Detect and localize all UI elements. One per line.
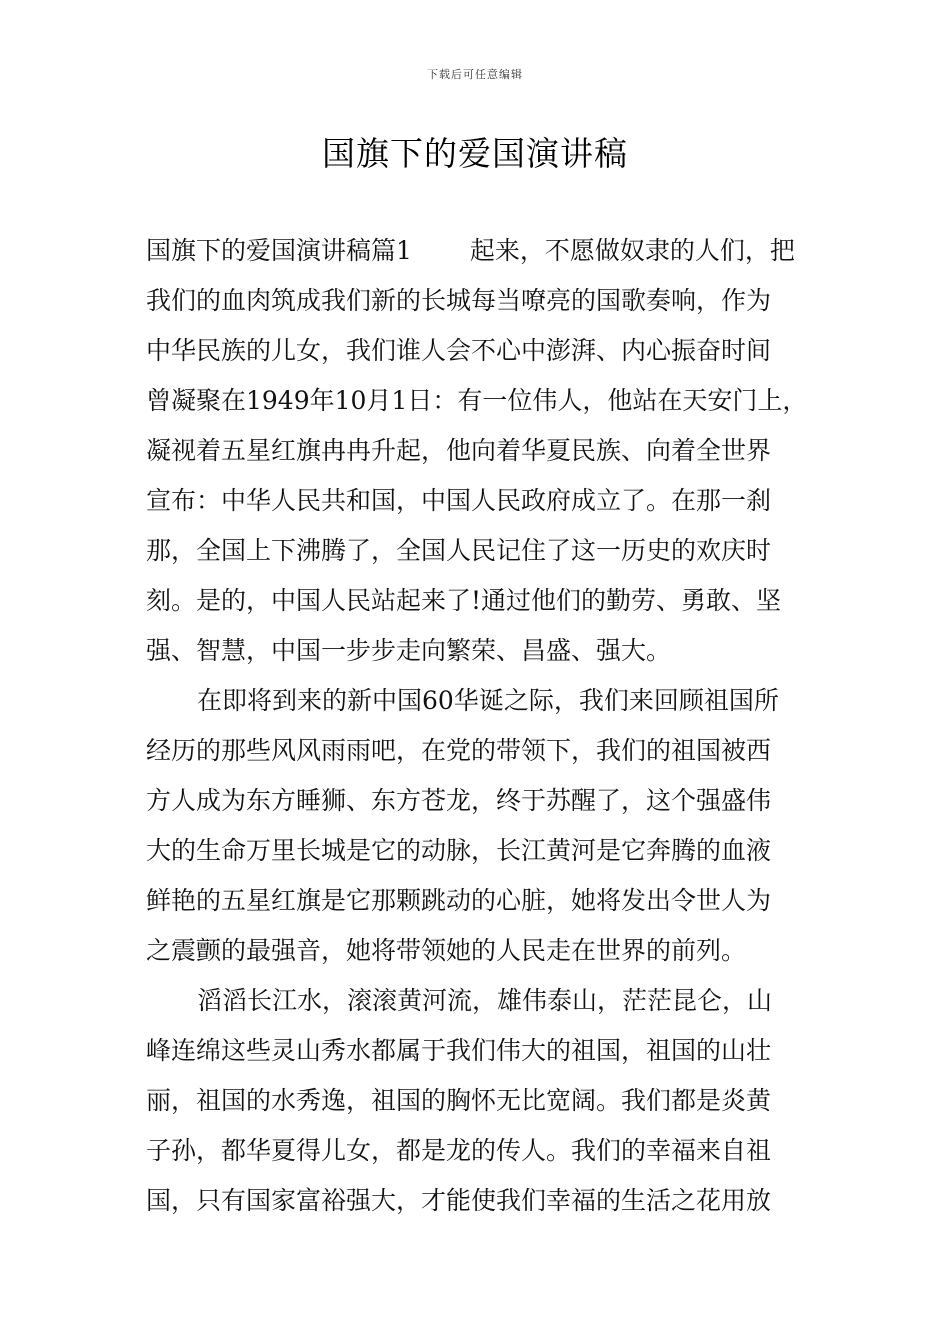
body-line: 方人成为东方睡狮、东方苍龙，终于苏醒了，这个强盛伟 [146,786,772,815]
body-line: 凝视着五星红旗冉冉升起，他向着华夏民族、向着全世界 [146,436,772,465]
body-line: 子孙，都华夏得儿女，都是龙的传人。我们的幸福来自祖 [146,1136,772,1165]
paragraph-first-line: 滔滔长江水，滚滚黄河流，雄伟泰山，茫茫昆仑，山 [197,986,773,1015]
body-line: 宣布：中华人民共和国，中国人民政府成立了。在那一刹 [146,486,772,515]
body-line: 中华民族的儿女，我们谁人会不心中澎湃、内心振奋时间 [146,336,772,365]
body-line: 之震颤的最强音，她将带领她的人民走在世界的前列。 [146,936,747,965]
body-line [146,226,820,276]
body-line: 峰连绵这些灵山秀水都属于我们伟大的祖国，祖国的山壮 [146,1036,772,1065]
body-line: 大的生命万里长城是它的动脉，长江黄河是它奔腾的血液 [146,836,772,865]
body-line: 强、智慧，中国一步步走向繁荣、昌盛、强大。 [146,636,672,665]
body-line: 国，只有国家富裕强大，才能使我们幸福的生活之花用放 [146,1186,772,1215]
body-line: 丽，祖国的水秀逸，祖国的胸怀无比宽阔。我们都是炎黄 [146,1086,772,1115]
body-line: 我们的血肉筑成我们新的长城每当嘹亮的国歌奏响，作为 [146,286,772,315]
document-body [146,226,820,1226]
section-heading-inline: 国旗下的爱国演讲稿篇1 [146,236,412,265]
body-line: 那，全国上下沸腾了，全国人民记住了这一历史的欢庆时 [146,536,772,565]
body-line: 鲜艳的五星红旗是它那颗跳动的心脏，她将发出令世人为 [146,886,772,915]
body-line-text: 起来，不愿做奴隶的人们，把 [469,236,795,265]
document-title: 国旗下的爱国演讲稿 [322,134,628,173]
body-line: 刻。是的，中国人民站起来了!通过他们的勤劳、勇敢、坚 [146,586,782,615]
page-header-note: 下载后可任意编辑 [427,68,523,81]
body-line: 经历的那些风风雨雨吧，在党的带领下，我们的祖国被西 [146,736,772,765]
body-line: 曾凝聚在1949年10月1日：有一位伟人，他站在天安门上， [146,386,808,415]
paragraph-first-line: 在即将到来的新中国60华诞之际，我们来回顾祖国所 [197,686,779,715]
